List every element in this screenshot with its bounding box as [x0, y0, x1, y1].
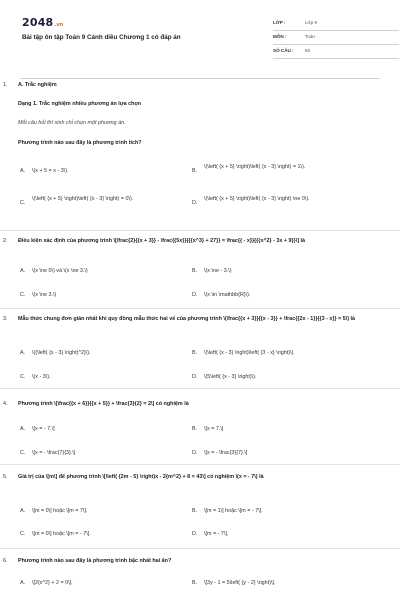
meta-value: 60: [305, 48, 311, 54]
option-label: A.: [20, 268, 26, 274]
logo-number: 2048: [22, 16, 54, 29]
option-label: A.: [20, 350, 26, 356]
option-text: \[x = - \frac{7}{3}.\]: [32, 450, 76, 456]
question-number: 6.: [3, 558, 8, 564]
option-label: A.: [20, 426, 26, 432]
option-text: \(x \ne 3.\): [32, 292, 57, 298]
option-text: \[m = 0\] hoặc \[m = 7\].: [32, 508, 88, 514]
option-text: \(\left( {x + 5} \right)\left( {x - 3} \right) = 1\).: [204, 164, 306, 170]
option-text: \(x \ne - 3.\): [204, 268, 232, 274]
option-text: \[m = - 7\].: [204, 531, 229, 537]
option-text: \[x = - \frac{3}{7}.\]: [204, 450, 248, 456]
option-text: \[x = 7.\]: [204, 426, 224, 432]
option-text: \(\left( {x + 5} \right)\left( {x - 3} \right) \ne 0\).: [204, 196, 310, 202]
option-text: \[2{x^2} + 2 = 0\].: [32, 580, 73, 586]
option-text: \(\left( {x + 5} \right)\left( {x - 3} \right) = 0\).: [32, 196, 134, 202]
meta-label: SỐ CÂU :: [273, 48, 294, 54]
option-text: \[m = 1\] hoặc \[m = - 7\].: [204, 508, 263, 514]
option-label: D.: [192, 531, 198, 537]
option-label: C.: [20, 374, 26, 380]
option-label: D.: [192, 450, 198, 456]
option-label: D.: [192, 292, 198, 298]
meta-value: Lớp 9: [305, 20, 317, 26]
option-text: \(x \ne 0\) và \(x \ne 3.\): [32, 268, 88, 274]
option-label: B.: [192, 508, 198, 514]
option-text: \[m = 0\] hoặc \[m = - 7\].: [32, 531, 91, 537]
question-number: 3.: [3, 316, 8, 322]
option-label: C.: [20, 450, 26, 456]
option-label: C.: [20, 531, 26, 537]
option-label: C.: [20, 200, 26, 206]
site-logo[interactable]: [22, 16, 63, 31]
worksheet-meta: [273, 17, 399, 59]
option-label: B.: [192, 268, 198, 274]
option-label: B.: [192, 350, 198, 356]
instruction-text: Mỗi câu hỏi thí sinh chỉ chọn một phương án.: [18, 120, 126, 126]
meta-label: MÔN :: [273, 34, 287, 40]
logo-suffix: .vn: [54, 22, 64, 28]
question-stem: Mẫu thức chung đơn giản nhất khi quy đồng mẫu thức hai vế của phương trình \(\frac{{x + 3}}{{x - 3}} + \frac{{2x - 1}}{{3 - x}} = 5\) là: [18, 316, 356, 322]
question-divider: [0, 230, 400, 231]
question-divider: [0, 388, 400, 389]
option-label: C.: [20, 292, 26, 298]
meta-label: LỚP :: [273, 20, 286, 26]
question-stem: Điều kiện xác định của phương trình \[\frac{2}{{x + 3}} - \frac{{5x}}{{{x^3} + 27}} = \frac{{ - x}}{{{x^2} - 3x + 9}}\] là: [18, 238, 305, 244]
option-label: A.: [20, 508, 26, 514]
option-text: \(x - 3\).: [32, 374, 51, 380]
option-text: \(x \in \mathbb{R}\).: [204, 292, 251, 298]
question-divider: [0, 464, 400, 465]
document-title: Bài tập ôn tập Toán 9 Cánh diều Chương 1 có đáp án: [22, 34, 181, 41]
option-label: B.: [192, 580, 198, 586]
option-text: \(\left( {x - 3} \right)\left( {3 - x} \right)\).: [204, 350, 295, 356]
option-label: A.: [20, 168, 26, 174]
meta-value: Toán: [305, 34, 315, 40]
header-divider: [20, 78, 380, 79]
section-heading: A. Trắc nghiệm: [18, 82, 57, 88]
option-text: \[3y - 1 = 5\left( {y - 2} \right)\].: [204, 580, 276, 586]
option-label: B.: [192, 168, 198, 174]
question-stem: Phương trình nào sau đây là phương trình bậc nhất hai ẩn?: [18, 558, 172, 564]
question-stem: Phương trình nào sau đây là phương trình tích?: [18, 140, 142, 146]
option-label: B.: [192, 426, 198, 432]
option-label: D.: [192, 374, 198, 380]
subsection-heading: Dạng 1. Trắc nghiệm nhiều phương án lựa chọn: [18, 101, 142, 107]
option-text: \({\left( {x - 3} \right)^2}\).: [32, 350, 91, 356]
option-text: \(5\left( {x - 3} \right)\).: [204, 374, 257, 380]
option-label: D.: [192, 200, 198, 206]
meta-row-class: [273, 17, 399, 31]
option-text: \(x + 5 = x - 3\).: [32, 168, 69, 174]
question-stem: Giá trị của \[m\] để phương trình \[\left( {2m - 5} \right)x - 2{m^2} + 8 = 43\] có nghiệm \(x = - 7\) là: [18, 474, 264, 480]
question-divider: [0, 308, 400, 309]
question-divider: [0, 548, 400, 549]
question-number: 1.: [3, 82, 8, 88]
question-number: 2.: [3, 238, 8, 244]
option-text: \[x = - 7.\]: [32, 426, 55, 432]
meta-row-subject: [273, 31, 399, 45]
worksheet-header: [20, 14, 380, 74]
question-number: 4.: [3, 401, 8, 407]
question-stem: Phương trình \[\frac{{x + 6}}{{x + 5}} + \frac{3}{2} = 2\] có nghiệm là: [18, 401, 189, 407]
option-label: A.: [20, 580, 26, 586]
question-number: 5.: [3, 474, 8, 480]
meta-row-count: [273, 45, 399, 59]
